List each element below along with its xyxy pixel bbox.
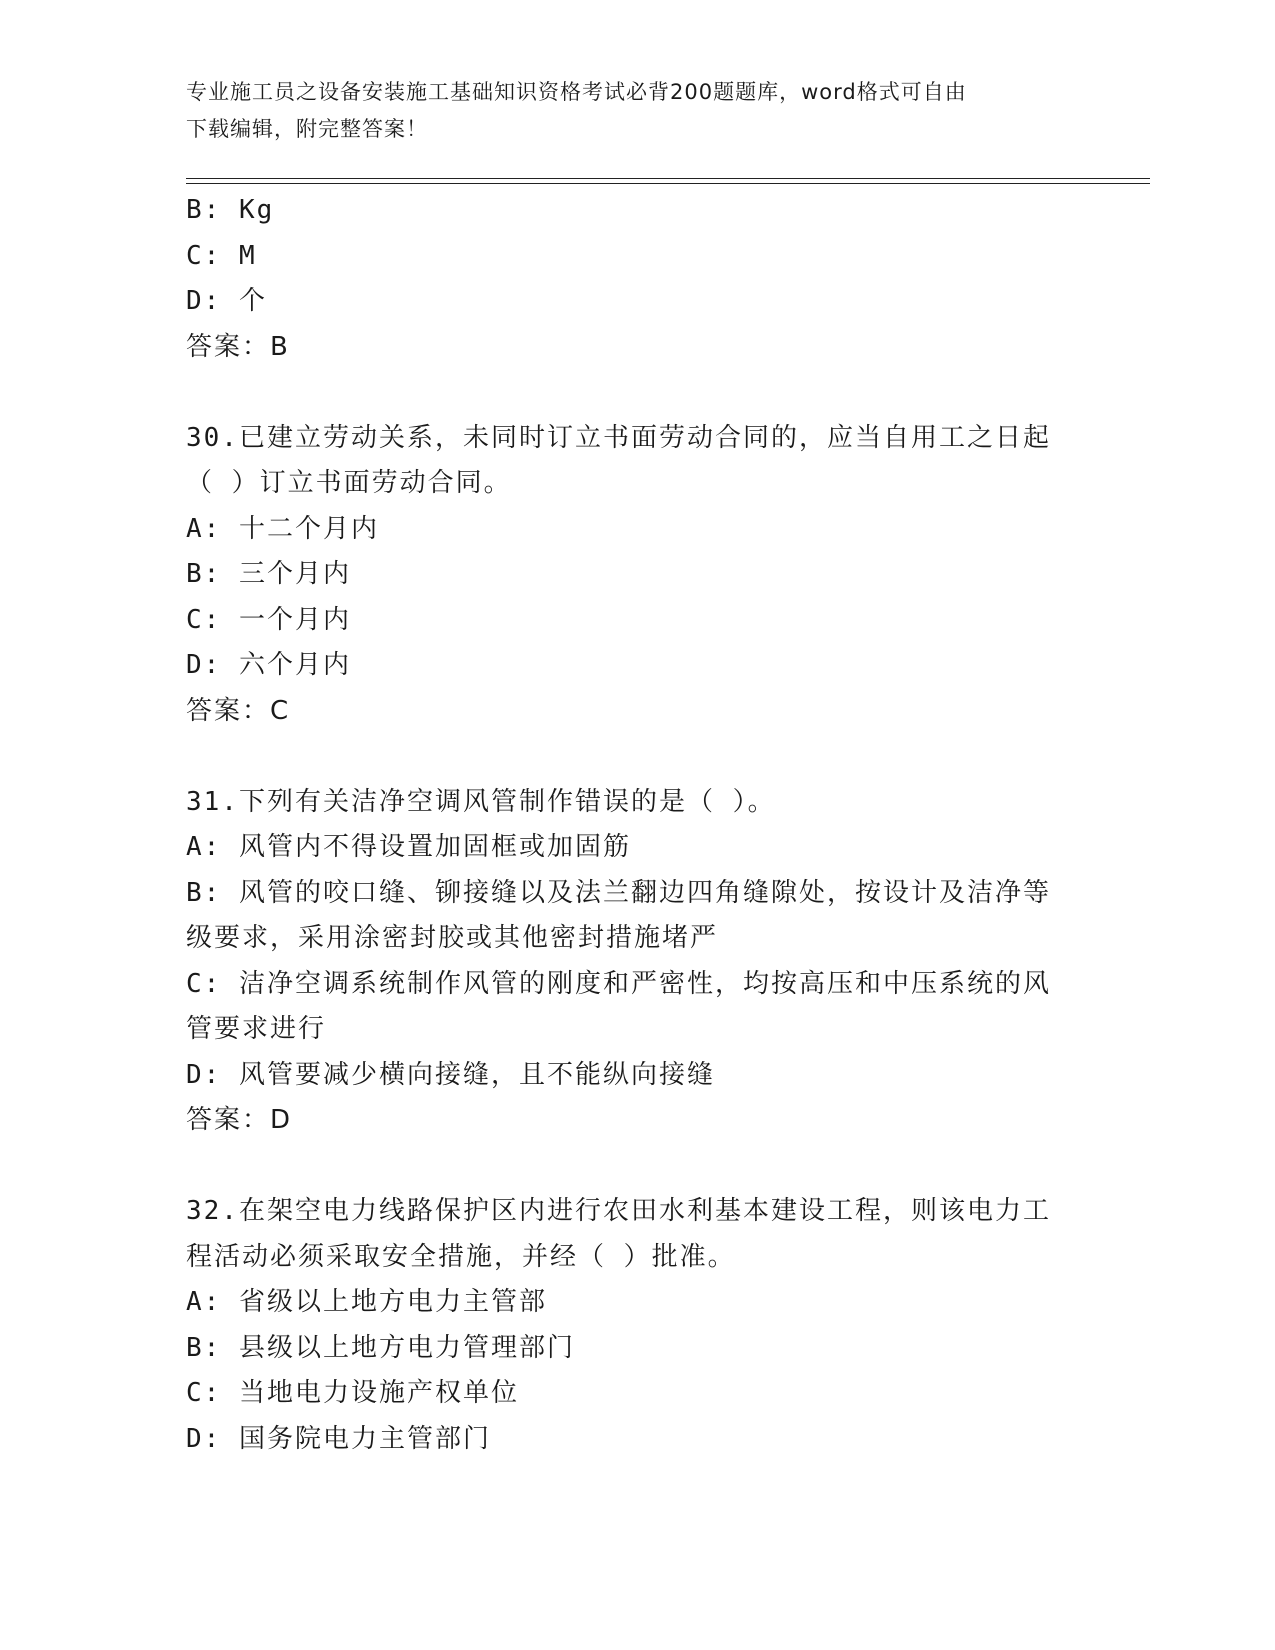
spacer bbox=[186, 370, 1086, 416]
option-d: D: 六个月内 bbox=[186, 650, 351, 680]
answer-line: 答案：B bbox=[186, 331, 290, 362]
option-c: C: 一个月内 bbox=[186, 604, 351, 635]
page-header bbox=[186, 74, 1066, 148]
question-31 bbox=[186, 780, 1086, 1144]
option-d: D: 风管要减少横向接缝，且不能纵向接缝 bbox=[186, 1059, 715, 1090]
spacer bbox=[186, 734, 1086, 780]
option-b: B: 三个月内 bbox=[186, 559, 351, 589]
answer-line: 答案：C bbox=[186, 695, 291, 726]
question-text-line: （ ）订立书面劳动合同。 bbox=[186, 468, 512, 498]
answer-line: 答案：D bbox=[186, 1105, 293, 1135]
option-c: C: 当地电力设施产权单位 bbox=[186, 1378, 519, 1408]
option-b: B: Kg bbox=[186, 195, 275, 225]
header-title-line-1: 专业施工员之设备安装施工基础知识资格考试必背200题题库，word格式可自由 bbox=[186, 80, 967, 104]
question-32 bbox=[186, 1189, 1086, 1462]
option-c: C: M bbox=[186, 240, 257, 271]
question-list bbox=[186, 188, 1086, 1462]
question-30 bbox=[186, 416, 1086, 735]
header-divider-bottom bbox=[186, 183, 1150, 184]
option-b: B: 风管的咬口缝、铆接缝以及法兰翻边四角缝隙处，按设计及洁净等 bbox=[186, 877, 1051, 908]
question-text-line: 32.在架空电力线路保护区内进行农田水利基本建设工程，则该电力工 bbox=[186, 1196, 1051, 1226]
option-c-continued: 管要求进行 bbox=[186, 1014, 327, 1044]
option-a: A: 十二个月内 bbox=[186, 513, 379, 544]
option-d: D: 国务院电力主管部门 bbox=[186, 1423, 491, 1454]
option-b: B: 县级以上地方电力管理部门 bbox=[186, 1332, 575, 1363]
option-d: D: 个 bbox=[186, 286, 267, 316]
option-a: A: 风管内不得设置加固框或加固筋 bbox=[186, 832, 631, 862]
option-b-continued: 级要求，采用涂密封胶或其他密封措施堵严 bbox=[186, 923, 719, 953]
header-divider-top bbox=[186, 178, 1150, 179]
question-text-line: 程活动必须采取安全措施，并经（ ）批准。 bbox=[186, 1241, 736, 1272]
option-a: A: 省级以上地方电力主管部 bbox=[186, 1287, 547, 1317]
option-c: C: 洁净空调系统制作风管的刚度和严密性，均按高压和中压系统的风 bbox=[186, 968, 1051, 999]
spacer bbox=[186, 1144, 1086, 1190]
question-29-continued bbox=[186, 188, 1086, 370]
question-text-line: 30.已建立劳动关系，未同时订立书面劳动合同的，应当自用工之日起 bbox=[186, 422, 1051, 453]
question-text-line: 31.下列有关洁净空调风管制作错误的是（ ）。 bbox=[186, 786, 776, 817]
header-title-line-2: 下载编辑，附完整答案！ bbox=[186, 117, 428, 141]
